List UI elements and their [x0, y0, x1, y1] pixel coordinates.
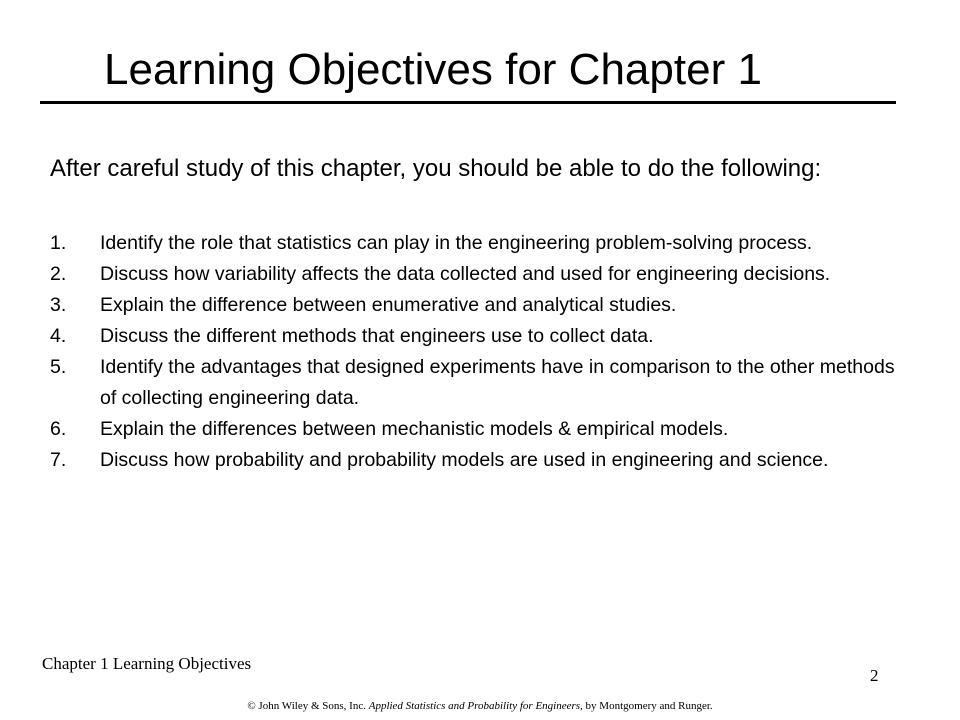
objective-number: 6. — [50, 418, 67, 440]
page-number: 2 — [870, 666, 879, 685]
objective-number: 1. — [50, 232, 67, 254]
book-title: Applied Statistics and Probability for Engineers — [368, 700, 581, 712]
title-underline — [40, 101, 896, 104]
objective-text: Discuss how probability and probability models are used in engineering and science. — [100, 449, 829, 471]
objective-number: 3. — [50, 294, 67, 316]
copyright-suffix: , by Montgomery and Runger. — [580, 700, 713, 712]
objective-text: Discuss how variability affects the data collected and used for engineering decisions. — [100, 263, 831, 285]
objective-text: Explain the difference between enumerative and analytical studies. — [100, 294, 677, 316]
objective-text: Discuss the different methods that engineers use to collect data. — [100, 325, 654, 347]
objective-number: 7. — [50, 449, 67, 471]
objective-number: 2. — [50, 263, 67, 285]
objective-number: 4. — [50, 325, 67, 347]
objective-text: Identify the role that statistics can play in the engineering problem-solving process. — [100, 232, 813, 254]
slide-title: Learning Objectives for Chapter 1 — [104, 45, 762, 94]
objectives-list — [50, 228, 910, 476]
objective-item — [50, 321, 910, 352]
objective-item — [50, 290, 910, 321]
objective-text: Identify the advantages that designed experiments have in comparison to the other methods of collecting engineering data. — [100, 356, 895, 409]
intro-text: After careful study of this chapter, you should be able to do the following: — [50, 155, 822, 182]
objective-item — [50, 228, 910, 259]
objective-number: 5. — [50, 356, 67, 378]
copyright-notice — [0, 699, 960, 713]
objective-item — [50, 259, 910, 290]
objective-item — [50, 414, 910, 445]
objective-item — [50, 352, 910, 414]
objective-text: Explain the differences between mechanistic models & empirical models. — [100, 418, 729, 440]
footer-section-label: Chapter 1 Learning Objectives — [42, 654, 252, 673]
copyright-prefix: © John Wiley & Sons, Inc. — [247, 700, 366, 712]
objective-item — [50, 445, 910, 476]
